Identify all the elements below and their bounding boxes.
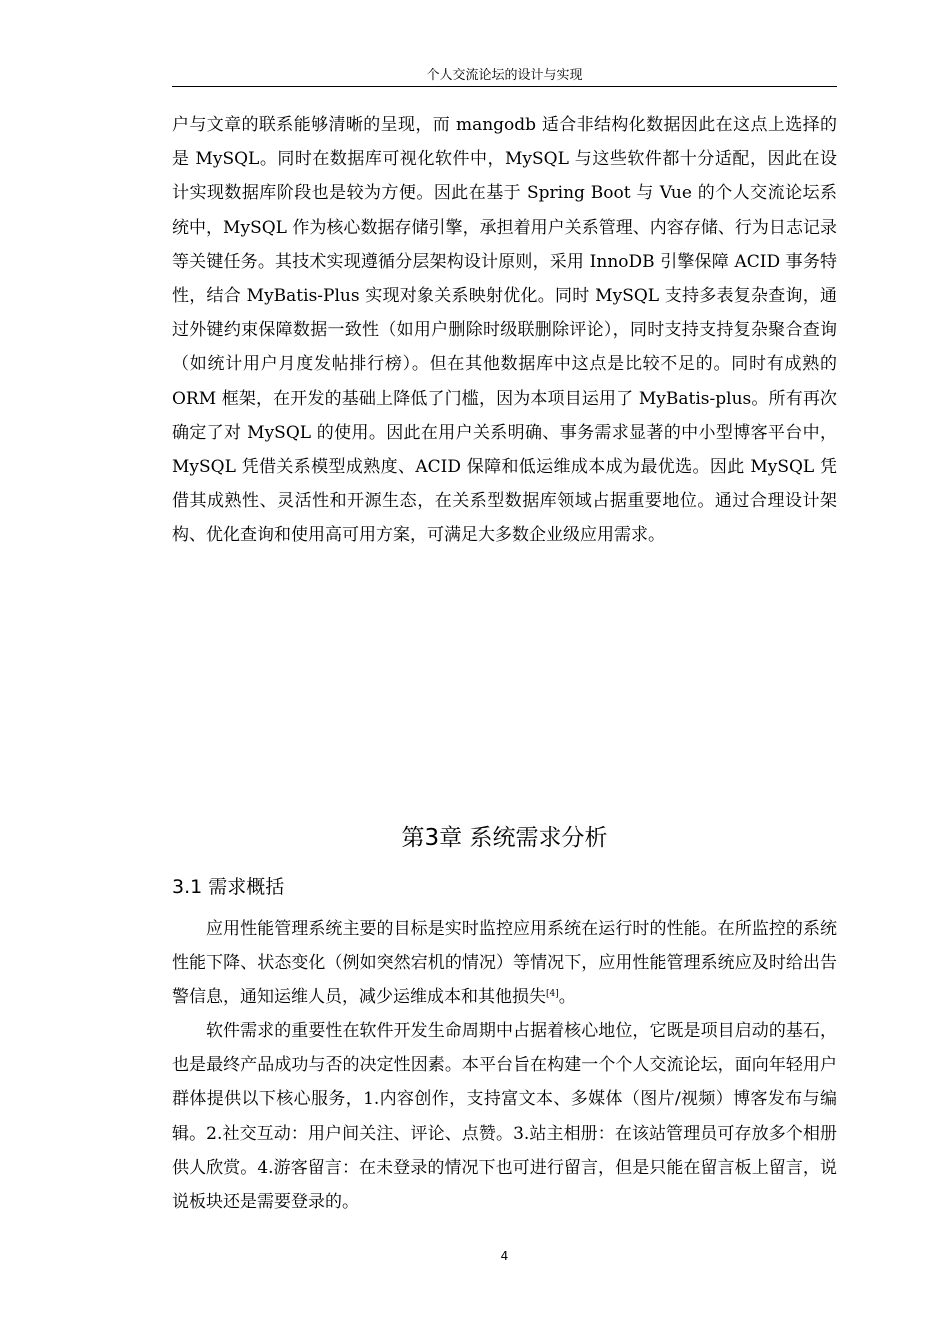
section-heading: 3.1 需求概括 bbox=[172, 876, 285, 898]
paragraph-text: 户与文章的联系能够清晰的呈现，而 mangodb 适合非结构化数据因此在这点上选择的是 MySQL。同时在数据库可视化软件中，MySQL 与这些软件都十分适配，因此在设计实现数据库阶段也是较为方便。因此在基于 Spring Boot 与 Vue 的个人交流论坛系统中，MySQL 作为核心数据存储引擎，承担着用户关系管理、内容存储、行为日志记录等关键任务。其技术实现遵循分层架构设计原则，采用 InnoDB 引擎保障 ACID 事务特性，结合 MyBatis-Plus 实现对象关系映射优化。同时 MySQL 支持多表复杂查询，通过外键约束保障数据一致性（如用户删除时级联删除评论），同时支持支持复杂聚合查询（如统计用户月度发帖排行榜）。但在其他数据库中这点是比较不足的。同时有成熟的 ORM 框架，在开发的基础上降低了门槛，因为本项目运用了 MyBatis-plus。所有再次确定了对 MySQL 的使用。因此在用户关系明确、事务需求显著的中小型博客平台中，MySQL 凭借关系模型成熟度、ACID 保障和低运维成本成为最优选。因此 MySQL 凭借其成熟性、灵活性和开源生态，在关系型数据库领域占据重要地位。通过合理设计架构、优化查询和使用高可用方案，可满足大多数企业级应用需求。 bbox=[172, 115, 837, 546]
paragraph-end-punct: 。 bbox=[558, 987, 576, 1008]
chapter-title: 第3章 系统需求分析 bbox=[401, 825, 608, 851]
citation-reference: [4] bbox=[546, 989, 559, 1000]
paragraph-main-text: 应用性能管理系统主要的目标是实时监控应用系统在运行时的性能。在所监控的系统性能下降、状态变化（例如突然宕机的情况）等情况下，应用性能管理系统应及时给出告警信息，通知运维人员，减少运维成本和其他损失 bbox=[172, 919, 837, 1008]
body-paragraph-requirements bbox=[172, 1014, 837, 1219]
page-number: 4 bbox=[500, 1249, 509, 1263]
paragraph-text: 软件需求的重要性在软件开发生命周期中占据着核心地位，它既是项目启动的基石，也是最终产品成功与否的决定性因素。本平台旨在构建一个个人交流论坛，面向年轻用户群体提供以下核心服务，1.内容创作，支持富文本、多媒体（图片/视频）博客发布与编辑。2.社交互动：用户间关注、评论、点赞。3.站主相册：在该站管理员可存放多个相册供人欣赏。4.游客留言：在未登录的情况下也可进行留言，但是只能在留言板上留言，说说板块还是需要登录的。 bbox=[172, 1021, 837, 1213]
body-paragraph-apm bbox=[172, 912, 837, 1015]
running-header: 个人交流论坛的设计与实现 bbox=[172, 66, 837, 87]
paragraph-text bbox=[172, 912, 837, 1015]
body-paragraph-mysql bbox=[172, 108, 837, 553]
